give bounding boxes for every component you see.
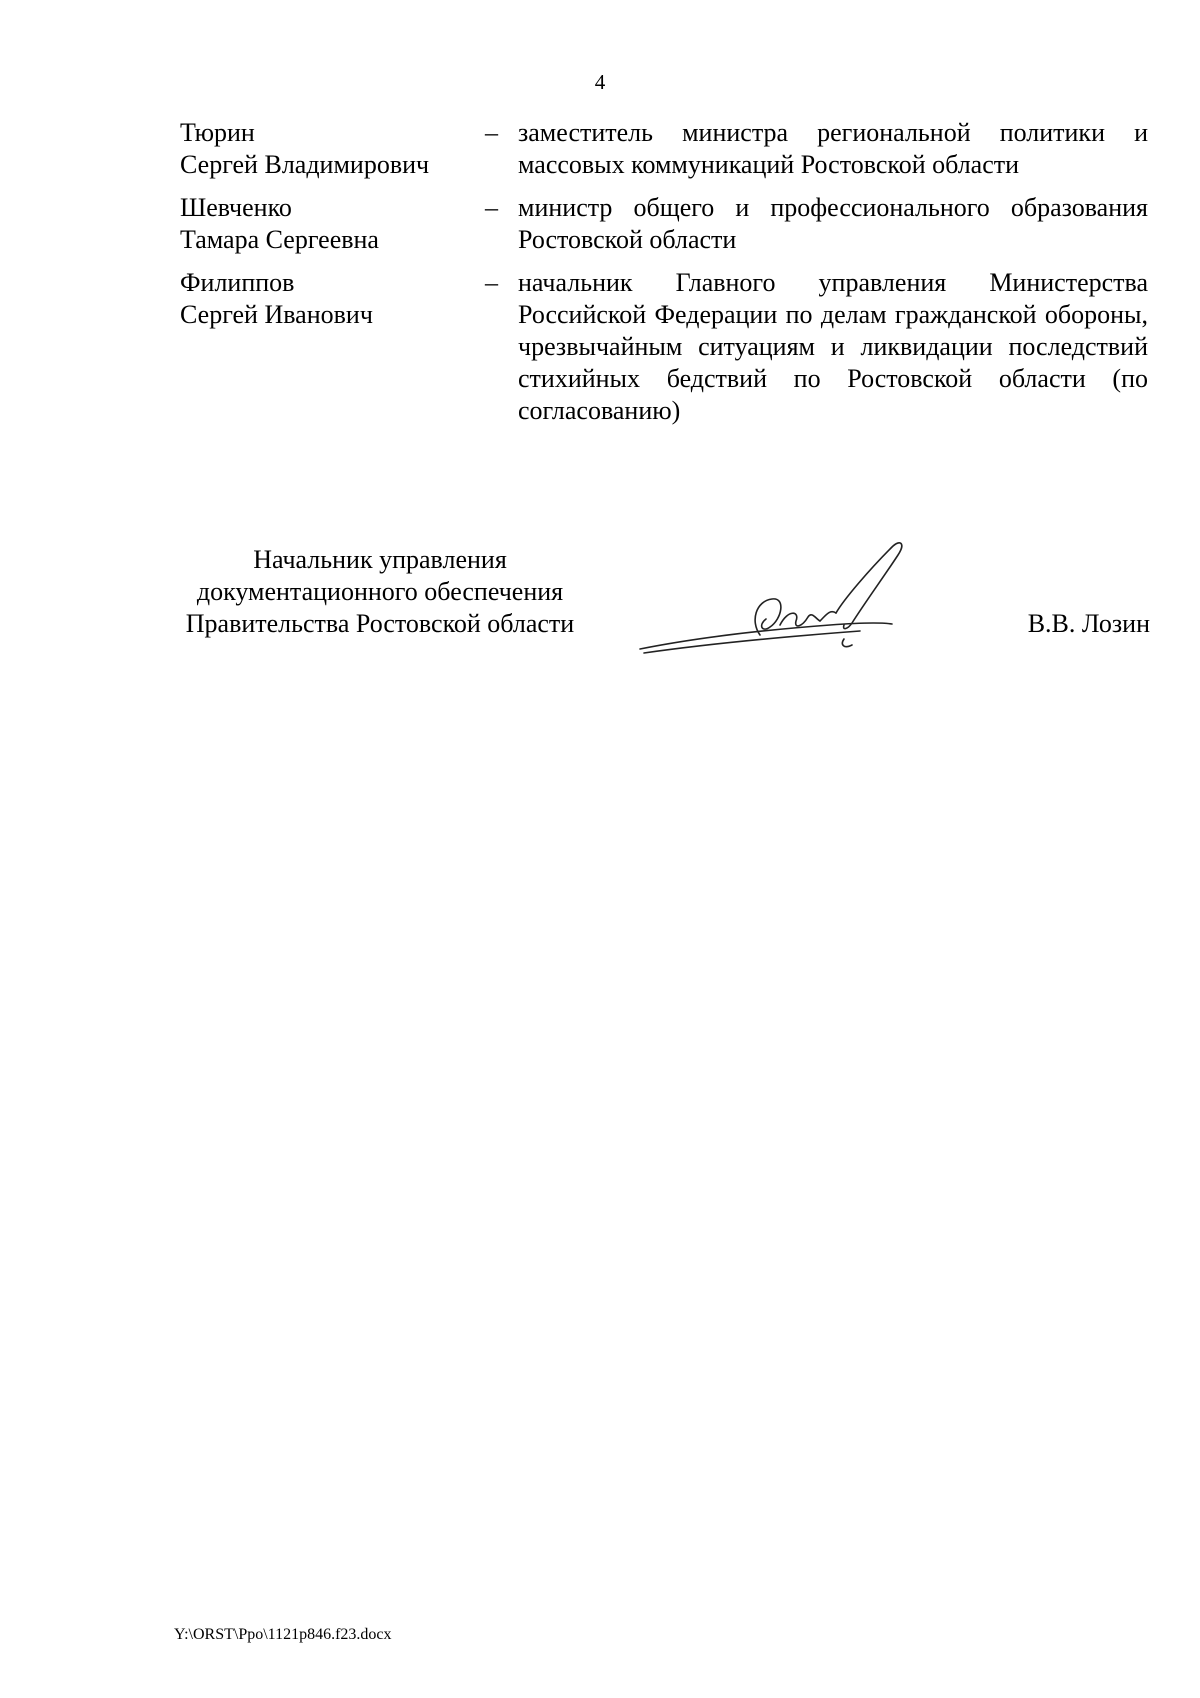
member-entry xyxy=(180,117,1150,181)
signatory-position-line: Начальник управления xyxy=(253,545,507,574)
member-given-names: Тамара Сергеевна xyxy=(180,225,379,254)
member-entry xyxy=(180,192,1150,256)
signatory-position xyxy=(150,544,610,640)
member-given-names: Сергей Иванович xyxy=(180,300,373,329)
signatory-name: В.В. Лозин xyxy=(1027,609,1150,638)
page-number: 4 xyxy=(594,70,606,94)
signatory-position-line: Правительства Ростовской области xyxy=(185,609,575,638)
member-entry xyxy=(180,267,1150,427)
signature-block xyxy=(150,544,1150,664)
member-dash: – xyxy=(485,118,498,147)
member-given-names: Сергей Владимирович xyxy=(180,150,430,179)
footer-file-path: Y:\ORST\Ppo\1121p846.f23.docx xyxy=(174,1626,392,1643)
member-surname: Шевченко xyxy=(180,193,292,222)
member-surname: Тюрин xyxy=(180,118,255,147)
handwritten-signature xyxy=(630,539,920,669)
member-surname: Филиппов xyxy=(180,268,295,297)
member-name xyxy=(180,117,485,181)
member-role: заместитель министра региональной политики и массовых коммуникаций Ростовской области xyxy=(518,118,1148,179)
member-name xyxy=(180,267,485,427)
members-list xyxy=(180,117,1150,438)
member-dash: – xyxy=(485,268,498,297)
member-role: начальник Главного управления Министерства Российской Федерации по делам гражданской обороны, чрезвычайным ситуациям и ликвидации последствий стихийных бедствий по Ростовской области (по согласованию) xyxy=(518,268,1148,425)
member-role: министр общего и профессионального образования Ростовской области xyxy=(518,193,1148,254)
member-name xyxy=(180,192,485,256)
signatory-position-line: документационного обеспечения xyxy=(196,577,564,606)
member-dash: – xyxy=(485,193,498,222)
